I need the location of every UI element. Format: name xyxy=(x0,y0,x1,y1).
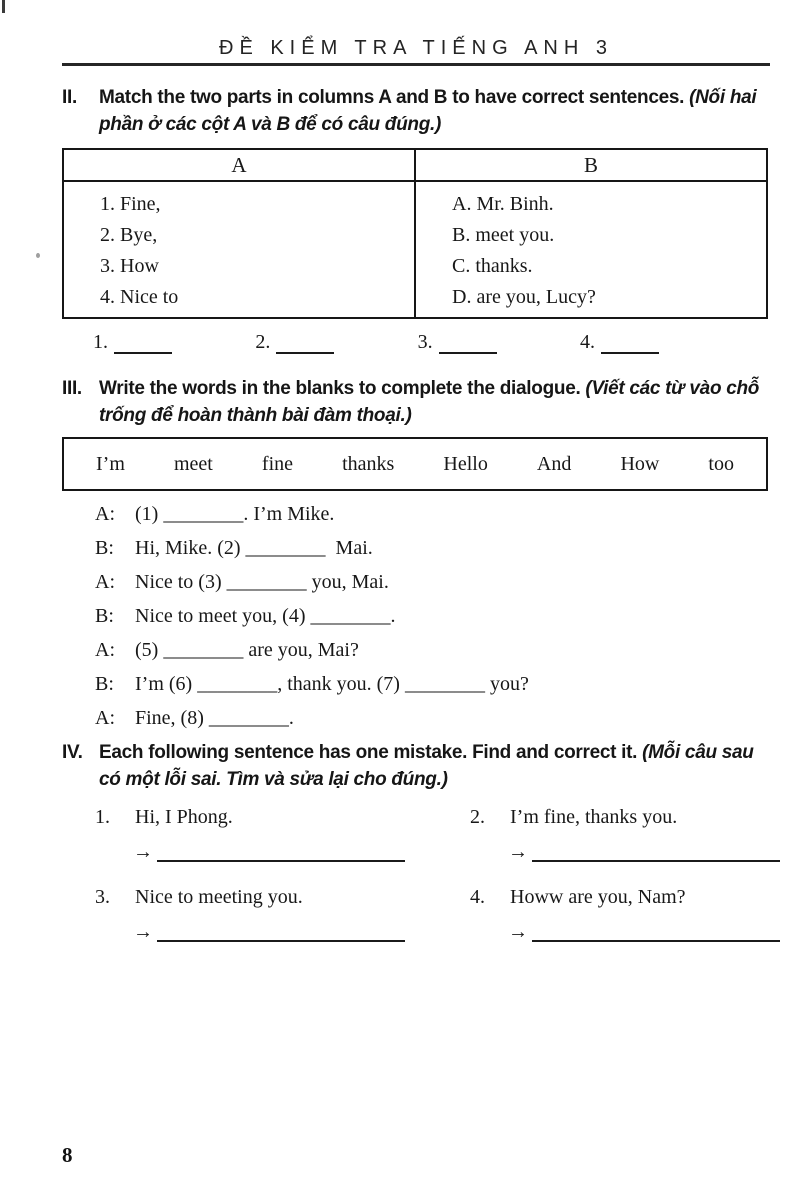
answer-blank-2 xyxy=(255,331,334,354)
answer-blank-3-label: 3. xyxy=(417,331,433,353)
dialogue-line-6 xyxy=(95,674,755,695)
arrow-icon: → xyxy=(133,841,153,863)
correction-blank-line xyxy=(532,925,780,942)
correction-blank-line xyxy=(157,925,405,942)
dialogue-text: Fine, (8) ________. xyxy=(135,707,294,729)
header-rule xyxy=(62,63,770,66)
section-2-heading xyxy=(62,84,776,138)
word-bank-item-3: fine xyxy=(261,452,294,475)
word-bank-box xyxy=(62,437,768,491)
section-3-title-vi: (Viết các từ vào chỗ trống để hoàn thành bài đàm thoại.) xyxy=(99,378,760,426)
dialogue-speaker: A: xyxy=(95,503,115,525)
word-bank-item-7: How xyxy=(620,452,660,475)
section-3-heading xyxy=(62,375,776,429)
correction-number: 4. xyxy=(470,886,485,908)
match-table-body-row xyxy=(63,181,767,318)
section-3-numeral: III. xyxy=(62,378,82,399)
dialogue-text: (1) ________. I’m Mike. xyxy=(135,503,335,525)
correction-answer-line xyxy=(470,922,780,942)
match-table-column-a xyxy=(63,181,415,318)
scan-speck xyxy=(36,253,40,258)
correction-blank-line xyxy=(157,845,405,862)
dialogue-line-7 xyxy=(95,708,755,729)
dialogue-text: Nice to (3) ________ you, Mai. xyxy=(135,571,389,593)
dialogue xyxy=(95,504,755,742)
dialogue-line-5 xyxy=(95,640,755,661)
answer-blank-2-label: 2. xyxy=(255,331,271,353)
match-table-column-b xyxy=(415,181,767,318)
match-item-a-3: 3. How xyxy=(100,255,159,277)
correction-answer-line xyxy=(95,922,470,942)
answer-blank-row xyxy=(93,331,659,354)
dialogue-text: Nice to meet you, (4) ________. xyxy=(135,605,396,627)
correction-item-4 xyxy=(470,886,780,942)
section-2-title xyxy=(99,84,776,138)
word-bank-item-1: I’m xyxy=(96,452,125,475)
correction-text: I’m fine, thanks you. xyxy=(510,806,678,828)
section-4-title xyxy=(99,739,776,793)
word-bank-item-6: And xyxy=(536,452,572,475)
word-bank-item-2: meet xyxy=(173,452,213,475)
answer-blank-3-line xyxy=(439,333,497,354)
correction-sentence xyxy=(95,886,470,908)
match-item-b-d: D. are you, Lucy? xyxy=(452,286,596,308)
dialogue-speaker: B: xyxy=(95,537,114,559)
correction-number: 2. xyxy=(470,806,485,828)
answer-blank-4-line xyxy=(601,333,659,354)
correction-text: Howw are you, Nam? xyxy=(510,886,686,908)
dialogue-speaker: A: xyxy=(95,571,115,593)
dialogue-speaker: B: xyxy=(95,605,114,627)
answer-blank-4 xyxy=(580,331,659,354)
section-2-title-vi: (Nối hai phần ở các cột A và B để có câu đúng.) xyxy=(99,87,757,135)
match-table-header-row xyxy=(63,149,767,181)
correction-text: Hi, I Phong. xyxy=(135,806,233,828)
correction-number: 1. xyxy=(95,806,110,828)
match-item-a-4: 4. Nice to xyxy=(100,286,179,308)
arrow-icon: → xyxy=(508,841,528,863)
match-item-b-b: B. meet you. xyxy=(452,224,555,246)
answer-blank-2-line xyxy=(276,333,334,354)
dialogue-line-4 xyxy=(95,606,755,627)
section-4-heading xyxy=(62,739,776,793)
section-4-numeral: IV. xyxy=(62,742,83,763)
dialogue-speaker: B: xyxy=(95,673,114,695)
dialogue-text: I’m (6) ________, thank you. (7) ________ you? xyxy=(135,673,529,695)
answer-blank-4-label: 4. xyxy=(579,331,595,353)
match-table xyxy=(62,148,768,319)
match-item-b-c: C. thanks. xyxy=(452,255,533,277)
word-bank-item-5: Hello xyxy=(443,452,488,475)
dialogue-line-1 xyxy=(95,504,755,525)
section-4-title-vi: (Mỗi câu sau có một lỗi sai. Tìm và sửa lại cho đúng.) xyxy=(99,742,754,790)
match-item-a-1: 1. Fine, xyxy=(100,193,161,215)
answer-blank-1-line xyxy=(114,333,172,354)
dialogue-line-3 xyxy=(95,572,755,593)
correction-item-1 xyxy=(95,806,470,862)
match-table-header-a: A xyxy=(63,149,415,181)
correction-text: Nice to meeting you. xyxy=(135,886,303,908)
section-2-title-en: Match the two parts in columns A and B to have correct sentences. xyxy=(99,87,685,108)
correction-blank-line xyxy=(532,845,780,862)
scan-corner-mark xyxy=(2,0,5,13)
arrow-icon: → xyxy=(133,921,153,943)
arrow-icon: → xyxy=(508,921,528,943)
section-4-title-en: Each following sentence has one mistake. Find and correct it. xyxy=(99,742,638,763)
correction-answer-line xyxy=(95,842,470,862)
answer-blank-3 xyxy=(418,331,497,354)
correction-sentence xyxy=(470,806,780,828)
section-3-title xyxy=(99,375,776,429)
word-bank-item-4: thanks xyxy=(342,452,395,475)
section-2-numeral: II. xyxy=(62,87,77,108)
correction-answer-line xyxy=(470,842,780,862)
correction-sentence xyxy=(95,806,470,828)
correction-sentence xyxy=(470,886,780,908)
dialogue-speaker: A: xyxy=(95,707,115,729)
correction-number: 3. xyxy=(95,886,110,908)
correction-item-2 xyxy=(470,806,780,862)
word-bank-item-8: too xyxy=(708,452,734,475)
correction-item-3 xyxy=(95,886,470,942)
correction-grid xyxy=(95,806,775,942)
match-item-a-2: 2. Bye, xyxy=(100,224,158,246)
answer-blank-1 xyxy=(93,331,172,354)
match-item-b-a: A. Mr. Binh. xyxy=(452,193,554,215)
match-table-header-b: B xyxy=(415,149,767,181)
answer-blank-1-label: 1. xyxy=(93,331,108,353)
dialogue-line-2 xyxy=(95,538,755,559)
dialogue-speaker: A: xyxy=(95,639,115,661)
dialogue-text: (5) ________ are you, Mai? xyxy=(135,639,359,661)
section-3-title-en: Write the words in the blanks to complete the dialogue. xyxy=(99,378,581,399)
page-header-title: ĐỀ KIỂM TRA TIẾNG ANH 3 xyxy=(219,37,613,59)
dialogue-text: Hi, Mike. (2) ________ Mai. xyxy=(135,537,373,559)
page-number: 8 xyxy=(62,1143,73,1167)
